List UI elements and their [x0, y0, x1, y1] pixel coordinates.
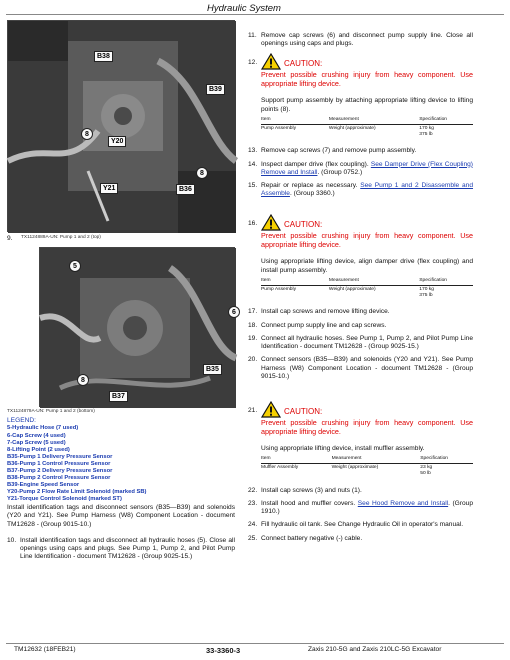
page-title: Hydraulic System — [207, 3, 281, 14]
spec-header: Item — [261, 116, 329, 125]
legend-list — [7, 425, 235, 503]
figure1-caption-row — [7, 235, 235, 243]
step-text: Connect battery negative (-) cable. — [261, 534, 363, 542]
step-12 — [248, 53, 473, 88]
caution-header — [261, 214, 473, 231]
caution-label: CAUTION: — [284, 406, 323, 416]
step-text — [261, 182, 473, 198]
step-9-number: 9. — [7, 235, 13, 242]
step-number: 23. — [248, 499, 258, 507]
step-24 — [248, 521, 473, 529]
step-text: Fill hydraulic oil tank. See Change Hydraulic Oil in operator's manual. — [261, 521, 464, 529]
step-number: 18. — [248, 321, 258, 329]
spec-value — [419, 125, 473, 140]
hood-remove-link[interactable]: See Hood Remove and Install — [357, 499, 449, 507]
damper-drive-link[interactable]: See Damper Drive (Flex Coupling) Remove and Install — [261, 160, 473, 176]
step-22 — [248, 487, 473, 495]
caution-text: Prevent possible crushing injury from heavy component. Use appropriate lifting device. — [261, 70, 473, 89]
step-15 — [248, 182, 473, 198]
step-text: Connect all hydraulic hoses. See Pump 1, Pump 2, and Pilot Pump Line Identification - document TM12628 - (Group 9025-15.) — [261, 334, 473, 351]
callout-y21: Y21 — [100, 183, 118, 194]
step-text: Install identification tags and disconnect all hydraulic hoses (5). Close all openings using caps and plugs. See Pump 1, Pump 2, and Pilot Pump Line Identification - document TM12628 - (Group 9025-15.) — [20, 536, 235, 561]
step-number: 15. — [248, 182, 258, 190]
caution-header — [261, 53, 473, 70]
step-10 — [7, 537, 235, 562]
step-14 — [248, 161, 473, 177]
figure2-caption: TX1124879A-UN: Pump 1 and 2 (bottom) — [7, 409, 95, 415]
spec-item: Muffler Assembly — [261, 465, 299, 471]
legend-item: 7-Cap Screw (5 used) — [7, 439, 66, 446]
spec-header: Specification — [419, 116, 473, 125]
caution-label: CAUTION: — [284, 59, 323, 69]
step-number: 20. — [248, 356, 258, 364]
step-number: 25. — [248, 534, 258, 542]
spec-measurement: Weight (approximate) — [328, 287, 376, 293]
footer-model: Zaxis 210-5G and Zaxis 210LC-5G Excavator — [308, 646, 442, 653]
warning-triangle-icon — [261, 53, 281, 70]
caution-header — [261, 401, 473, 418]
step-text: Connect sensors (B35—B39) and solenoids (Y20 and Y21). See Pump Harness (W8) Component Location - document TM12628 - (Group 9015-10.) — [261, 356, 473, 380]
step-21 — [248, 401, 473, 436]
page-footer — [6, 643, 504, 655]
pump-top-photo — [7, 20, 235, 232]
legend-item: Y21-Torque Control Solenoid (marked ST) — [7, 496, 122, 503]
spec-header: Measurement — [332, 455, 421, 464]
spec-header: Specification — [420, 455, 473, 464]
step-number: 19. — [248, 334, 258, 342]
caution-block — [261, 214, 473, 249]
caution-block — [261, 401, 473, 436]
pump-top-illustration — [8, 21, 236, 233]
step-12-text: Support pump assembly by attaching appropriate lifting device to lifting points (8). — [261, 97, 473, 113]
pump-bottom-photo — [39, 247, 235, 407]
figure2-text-block — [7, 409, 235, 561]
legend-item: B36-Pump 1 Control Pressure Sensor — [7, 460, 111, 467]
step-text — [261, 500, 473, 516]
step-number: 21. — [248, 406, 258, 414]
spec-item: Pump Assembly — [261, 126, 297, 132]
callout-b39: B39 — [206, 84, 225, 95]
step-text: Install cap screws and remove lifting device. — [261, 308, 390, 316]
spec-value-imperial: 50 lb — [420, 471, 431, 477]
caution-block — [261, 53, 473, 88]
step-number: 11. — [248, 32, 257, 39]
spec-table-pump-2 — [261, 277, 473, 300]
legend-title: LEGEND: — [7, 417, 36, 425]
step-19 — [248, 335, 473, 351]
legend-item: B39-Engine Speed Sensor — [7, 481, 80, 488]
spec-value-imperial: 375 lb — [419, 293, 433, 299]
spec-value — [420, 464, 473, 479]
step-number: 10. — [7, 536, 17, 544]
page-header — [6, 2, 504, 15]
callout-b35: B35 — [203, 364, 222, 375]
step-13 — [248, 147, 473, 155]
figure1-caption: TX1124889A-UN: Pump 1 and 2 (top) — [21, 235, 101, 240]
step-11 — [248, 32, 473, 48]
pump-disassemble-link[interactable]: See Pump 1 and 2 Disassemble and Assemble — [261, 182, 473, 198]
step-text-pre: Inspect damper drive (flex coupling). — [261, 160, 369, 168]
legend-item: Y20-Pump 2 Flow Rate Limit Solenoid (marked SB) — [7, 489, 147, 496]
step-17 — [248, 308, 473, 316]
caution-label: CAUTION: — [284, 220, 323, 230]
callout-6: 6 — [228, 306, 240, 318]
step-text: Remove cap screws (6) and disconnect pump supply line. Close all openings using caps and plugs. — [261, 32, 473, 48]
callout-8-top: 8 — [81, 128, 93, 140]
left-column — [7, 20, 235, 567]
step-number: 14. — [248, 160, 258, 168]
legend-item: B37-Pump 2 Delivery Pressure Sensor — [7, 467, 113, 474]
step-16 — [248, 214, 473, 249]
footer-doc-id: TM12632 (18FEB21) — [14, 646, 76, 653]
callout-8-bottom: 8 — [77, 374, 89, 386]
step-number: 16. — [248, 220, 258, 228]
spec-value — [419, 286, 473, 301]
callout-y20: Y20 — [108, 136, 126, 147]
step-text: Remove cap screws (7) and remove pump assembly. — [261, 147, 417, 155]
callout-5: 5 — [69, 260, 81, 272]
callout-b38: B38 — [94, 51, 113, 62]
warning-triangle-icon — [261, 401, 281, 418]
legend-item: 8-Lifting Point (2 used) — [7, 446, 70, 453]
spec-measurement: Weight (approximate) — [328, 126, 376, 132]
caution-text: Prevent possible crushing injury from heavy component. Use appropriate lifting device. — [261, 417, 473, 436]
spec-table-pump-1 — [261, 116, 473, 139]
callout-b37: B37 — [109, 391, 128, 402]
callout-8-right: 8 — [196, 167, 208, 179]
step-number: 22. — [248, 486, 258, 494]
step-16-text: Using appropriate lifting device, align damper drive (flex coupling) and install pump assembly. — [261, 258, 473, 274]
spec-header: Measurement — [329, 277, 419, 286]
step-number: 24. — [248, 521, 258, 529]
warning-triangle-icon — [261, 214, 281, 231]
step-text-pre: Repair or replace as necessary. — [261, 182, 358, 190]
legend-item: 6-Cap Screw (4 used) — [7, 432, 66, 439]
spec-table-muffler — [261, 455, 473, 478]
step-25 — [248, 535, 473, 543]
spec-header: Item — [261, 277, 329, 286]
step-number: 13. — [248, 147, 258, 155]
step-23 — [248, 500, 473, 516]
step-21-body — [261, 445, 473, 479]
spec-item: Pump Assembly — [261, 287, 297, 293]
pump-bottom-illustration — [40, 248, 236, 408]
right-column — [248, 32, 473, 548]
step-text — [261, 161, 473, 177]
step-16-body — [261, 258, 473, 300]
step-12-body — [261, 97, 473, 139]
footer-page-number: 33-3360-3 — [206, 646, 241, 655]
legend-item: 5-Hydraulic Hose (7 used) — [7, 425, 79, 432]
step-text: Connect pump supply line and cap screws. — [261, 321, 387, 329]
step-text-post: . (Group 0752.) — [317, 168, 363, 176]
spec-value-metric: 170 kg — [419, 126, 434, 132]
caution-text: Prevent possible crushing injury from heavy component. Use appropriate lifting device. — [261, 231, 473, 250]
step-number: 12. — [248, 59, 258, 67]
step-text-post: . (Group 3360.) — [289, 190, 335, 198]
spec-header: Item — [261, 455, 332, 464]
spec-value-metric: 170 kg — [419, 287, 434, 293]
spec-header: Measurement — [329, 116, 419, 125]
callout-b36: B36 — [176, 184, 195, 195]
step-9-text: Install identification tags and disconnect sensors (B35—B39) and solenoids (Y20 and Y21). See Pump Harness (W8) Component Location - document TM12628 - (Group 9015-10.) — [7, 504, 235, 528]
step-text: Install cap screws (3) and nuts (1). — [261, 486, 362, 494]
legend-item: B35-Pump 1 Delivery Pressure Sensor — [7, 453, 113, 460]
step-number: 17. — [248, 308, 258, 316]
spec-measurement: Weight (approximate) — [331, 465, 379, 471]
step-text-post: . (Group 1910.) — [261, 499, 473, 516]
legend-item: B38-Pump 2 Control Pressure Sensor — [7, 474, 111, 481]
step-20 — [248, 356, 473, 381]
spec-header: Specification — [419, 277, 473, 286]
spec-value-metric: 23 kg — [420, 465, 433, 471]
step-text-pre: Install hood and muffler covers. — [261, 499, 356, 507]
step-18 — [248, 322, 473, 330]
step-21-text: Using appropriate lifting device, install muffler assembly. — [261, 444, 425, 452]
spec-value-imperial: 375 lb — [419, 132, 433, 138]
